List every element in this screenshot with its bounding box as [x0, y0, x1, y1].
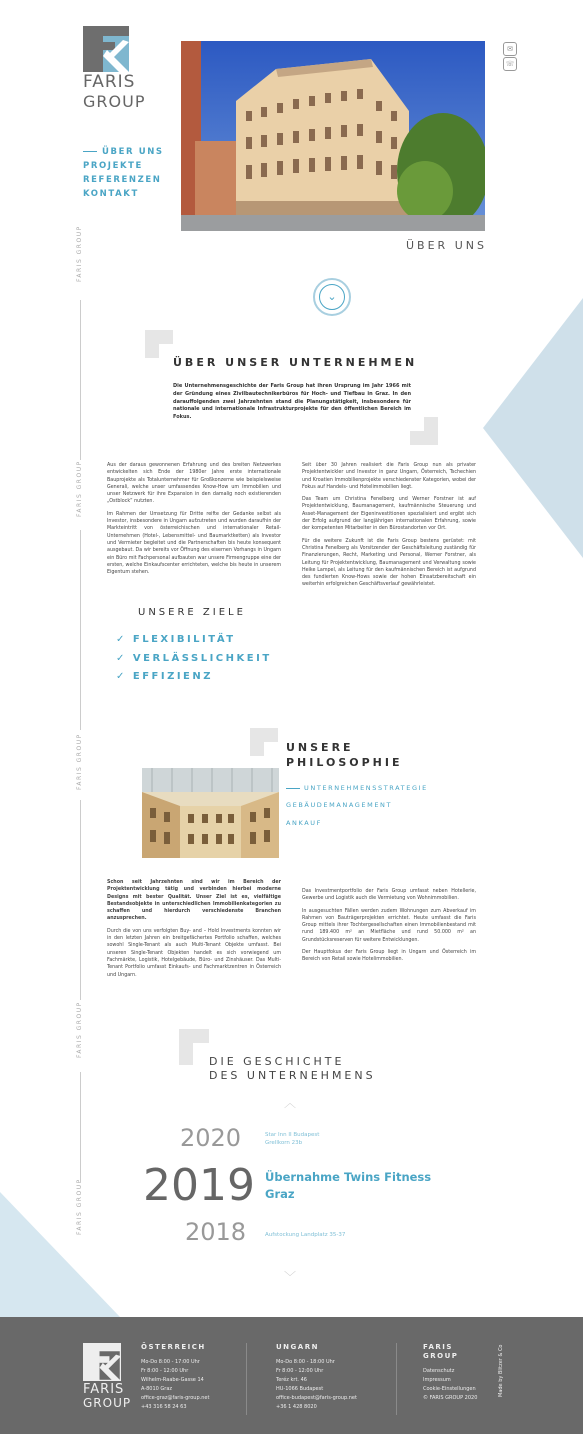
history-year-active[interactable]: 2019 [143, 1160, 255, 1211]
decorative-bracket [145, 330, 173, 358]
decorative-bracket [179, 1029, 209, 1065]
paragraph: Durch die von uns verfolgten Buy- and – Hold Investments konnten wir in den letzten Jahren ein breitgefächertes Portfolio schaffen, welches sowohl Single-Tenant als auch Multi-Tenant Objekte umfasst. Bei unseren Single-Tenant Objekten handelt es sich vorwiegend um Fachmärkte, Logistik, Hotelgebäude, Büro- und Zinshäuser. Das Multi-Tenant Portfolio umfasst Einkaufs- und Fachmarktzentren in Österreich und Ungarn. [107, 928, 281, 978]
company-title: ÜBER UNSER UNTERNEHMEN [173, 356, 418, 369]
phone-icon[interactable]: ☏ [503, 57, 517, 71]
goal-item: ✓ EFFIZIENZ [116, 671, 214, 682]
chevron-down-icon[interactable]: ﹀ [283, 1270, 296, 1284]
footer-email-link[interactable]: office-graz@faris-group.net [141, 1395, 210, 1401]
main-nav [83, 145, 164, 201]
footer [0, 1317, 583, 1434]
hero-caption: ÜBER UNS [406, 239, 487, 252]
footer-link-datenschutz[interactable]: Datenschutz [423, 1368, 455, 1374]
side-label: FARIS GROUP [76, 460, 83, 517]
decorative-bracket [250, 728, 278, 756]
philosophy-title-2: PHILOSOPHIE [286, 756, 403, 769]
logo-text-group: GROUP [83, 92, 146, 111]
paragraph: Seit über 30 Jahren realisiert die Faris Group nun als privater Projektentwickler und Investor in ganz Ungarn, Österreich, Tschechien und Kroatien Immobilienprojekte verschiedenster Kategorien, wobei der Fokus auf Handels- und Hotelimmobilien liegt. [302, 463, 476, 490]
side-divider [80, 1072, 81, 1182]
footer-divider [396, 1343, 397, 1415]
history-event-text: Aufstockung Landplatz 35-37 [265, 1232, 346, 1238]
philosophy-right-column [302, 888, 476, 969]
company-intro: Die Unternehmensgeschichte der Faris Group hat ihren Ursprung im Jahr 1966 mit der Gründung eines Zivilbautechnikerbüros für Hoch- und Tiefbau in Graz. In den darauffolgenden zwei Jahrzehnten stand die Planungstätigkeit, insbesondere für nationale und internationale Infrastrukturprojekte für den öffentlichen Bereich im Fokus. [173, 383, 411, 421]
footer-divider [246, 1343, 247, 1415]
history-title-1: DIE GESCHICHTE [209, 1055, 345, 1068]
footer-email-link[interactable]: office-budapest@faris-group.net [276, 1395, 357, 1401]
paragraph: Schon seit Jahrzehnten sind wir im Bereich der Projektentwicklung tätig und verbinden hierbei moderne Designs mit bester Qualität. Unser Ziel ist es, vielfältige Bestandsobjekte in unterschiedlichen Immobilienkategorien zu schaffen und hierdurch verschiedenste Branchen anzusprechen. [107, 880, 281, 922]
footer-link-cookies[interactable]: Cookie-Einstellungen [423, 1386, 476, 1392]
philosophy-atrium-image [142, 768, 279, 858]
faris-logo-icon[interactable] [83, 1343, 121, 1381]
faris-logo-icon[interactable] [83, 26, 129, 72]
footer-column-group [423, 1343, 477, 1403]
decorative-bracket [410, 417, 438, 445]
check-icon: ✓ [116, 634, 133, 645]
made-by-credit[interactable]: Made by Blitzer & Co [498, 1344, 504, 1397]
history-event-active: Übernahme Twins Fitness Graz [265, 1170, 432, 1201]
side-divider [80, 530, 81, 730]
footer-copyright: © FARIS GROUP 2020 [423, 1395, 478, 1401]
hero-building-image [181, 41, 485, 231]
side-label: FARIS GROUP [76, 225, 83, 282]
side-divider [80, 800, 81, 1000]
side-label: FARIS GROUP [76, 733, 83, 790]
paragraph: Das Team um Christina Fenelberg und Werner Forstner ist auf Projektentwicklung, Baumanagement, kaufmännische Steuerung und Asset-Management der Eigeninvestitionen spezialisiert und ergibt sich der Erfolg aufgrund der langjährigen internationalen Erfahrung, sowie der kompetenten Mitarbeiter in den Bürostandorten vor Ort. [302, 497, 476, 532]
nav-item-projekte[interactable]: PROJEKTE [83, 161, 143, 171]
history-year[interactable]: 2018 [185, 1218, 247, 1246]
footer-phone-link[interactable]: +36 1 428 8020 [276, 1404, 317, 1410]
paragraph: Der Hauptfokus der Faris Group liegt in Ungarn und Österreich im Bereich von Retail sowie Hotelimmobilien. [302, 950, 476, 963]
footer-logo-text-group: GROUP [83, 1396, 132, 1410]
paragraph: Im Rahmen der Umsetzung für Dritte reifte der Gedanke selbst als Investor, insbesondere in Ungarn aufzutreten und wurden daraufhin der Markteintritt von österreichischen und internationaler Retail-Unternehmen (Hotel-, Lebensmittel- und Baumarktketten) als Investor und Vermieter begleitet und die Partnerschaften bis heute konsequent ausgebaut. Da wir bereits vor Öffnung des eisernen Vorhangs in Ungarn ein Büro mit Fachpersonal aufbauten war unsere Firmengruppe eine der ersten, welche Einkaufscenter errichteten, welche bis heute in unserem Eigentum stehen. [107, 511, 281, 576]
footer-logo-text-faris: FARIS [83, 1382, 125, 1397]
company-left-column [107, 462, 281, 581]
footer-link-impressum[interactable]: Impressum [423, 1377, 451, 1383]
chevron-up-icon[interactable]: ︿ [283, 1096, 296, 1110]
goal-item: ✓ VERLÄSSLICHKEIT [116, 653, 272, 664]
history-event-text: Star Inn II Budapest Grellkorn 23b [265, 1132, 320, 1146]
paragraph: Das Investmentportfolio der Faris Group umfasst neben Hotellerie, Gewerbe und Logistik auch die Vermietung von Wohnimmobilien. [302, 889, 476, 902]
footer-heading: ÖSTERREICH [141, 1343, 206, 1351]
footer-heading: UNGARN [276, 1343, 319, 1351]
footer-heading: GROUP [423, 1352, 459, 1360]
check-icon: ✓ [116, 671, 133, 682]
chevron-down-icon: ⌄ [319, 284, 345, 310]
scroll-down-button[interactable] [313, 278, 351, 316]
footer-phone-link[interactable]: +43 316 58 24 63 [141, 1404, 187, 1410]
logo-text-faris: FARIS [83, 72, 136, 92]
philosophy-title-1: UNSERE [286, 741, 354, 754]
goal-item: ✓ FLEXIBILITÄT [116, 634, 236, 645]
company-right-column [302, 462, 476, 594]
paragraph: Aus der daraus gewonnenen Erfahrung und des breiten Netzwerkes entwickelten sich Ende der 1980er Jahre erste internationale Bauprojekte als Totalunternehmer für Großkonzerne wie beispielsweise Generali, welche unser umfassendes Know-How um Immobilien und unser Netzwerk für ihre Expansion in den damalig noch existierenden „Ostblock“ nutzten. [107, 463, 281, 505]
side-label: FARIS GROUP [76, 1001, 83, 1058]
nav-item-kontakt[interactable]: KONTAKT [83, 189, 139, 199]
philosophy-link-strategie[interactable]: UNTERNEHMENSSTRATEGIE [286, 784, 428, 792]
side-label: FARIS GROUP [76, 1178, 83, 1235]
paragraph: Für die weitere Zukunft ist die Faris Group bestens gerüstet: mit Christina Fenelberg als Vorsitzender der Geschäftsleitung zuständig für Finanzierungen, Recht, Marketing und Personal, Werner Forstner, als Leitung für Projektentwicklung, Baumanagement und Verwaltung sowie Heike Lampel, als Leitung für den kaufmännischen Bereich ist aufgrund des fundierten Know-Hows sowie der hohen Einsatzbereitschaft ein weiterhin erfolgreichen Geschäftsverlauf gewährleistet. [302, 538, 476, 588]
side-divider [80, 300, 81, 460]
decorative-triangle-right [483, 298, 583, 558]
footer-column-austria: ÖSTERREICH Mo-Do 8:00 - 17:00 Uhr Fr 8:00 - 12:00 Uhr Wilhelm-Raabe-Gasse 14 A-8010 Graz office-graz@faris-group.net +43 316 58 24 63 [141, 1343, 210, 1410]
history-year[interactable]: 2020 [180, 1124, 242, 1152]
philosophy-left-column [107, 879, 281, 984]
goals-title: UNSERE ZIELE [138, 607, 246, 618]
nav-item-ueber-uns[interactable]: ÜBER UNS [83, 145, 164, 159]
mail-icon[interactable]: ✉ [503, 42, 517, 56]
nav-item-referenzen[interactable]: REFERENZEN [83, 175, 162, 185]
check-icon: ✓ [116, 653, 133, 664]
history-title-2: DES UNTERNEHMENS [209, 1069, 376, 1082]
philosophy-link-gebaeudemanagement[interactable]: GEBÄUDEMANAGEMENT [286, 801, 393, 809]
footer-heading: FARIS [423, 1343, 453, 1351]
paragraph: In ausgesuchten Fällen werden zudem Wohnungen zum Abverkauf im Rahmen von Bauträgerprojekten errichtet. Heute umfasst die Faris Group mittels ihrer Tochtergesellschaften einen Immobilienbestand mit rund 189.400 m² an Mietfläche und rund 50.000 m² an Grundstücksreserven für weitere Entwicklungen. [302, 908, 476, 943]
philosophy-link-ankauf[interactable]: ANKAUF [286, 819, 322, 827]
footer-column-hungary: UNGARN Mo-Do 8:00 - 18:00 Uhr Fr 8:00 - 12:00 Uhr Teréz krt. 46 HU-1066 Budapest office-budapest@faris-group.net +36 1 428 8020 [276, 1343, 357, 1410]
decorative-triangle-left [0, 1192, 120, 1317]
